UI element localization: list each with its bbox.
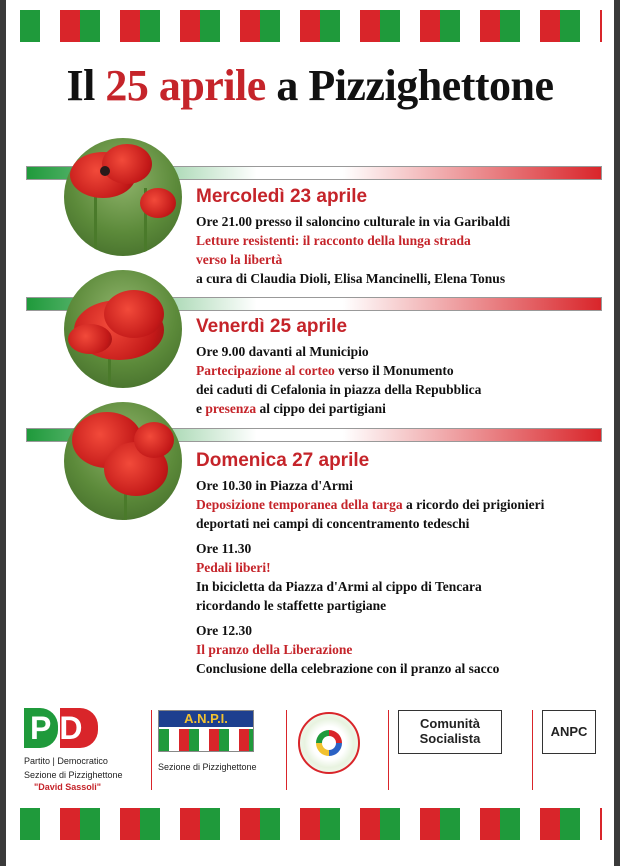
event-mercoledi: Mercoledì 23 aprile Ore 21.00 presso il saloncino culturale in via Garibaldi Letture resistenti: il racconto della lunga strada verso la libertà a cura di Claudia Dioli, Elisa Mancinelli, Elena Tonus <box>196 186 606 288</box>
event-domenica: Domenica 27 aprile Ore 10.30 in Piazza d'Armi Deposizione temporanea della targa a ricordo dei prigionieri deportati nei campi di concentramento tedeschi Ore 11.30 Pedali liberi! In bicicletta da Piazza d'Armi al cippo di Tencara ricordando le staffette partigiane Ore 12.30 Il pranzo della Liberazione Conclusione della celebrazione con il pranzo al sacco <box>196 450 606 678</box>
anpc-logo: ANPC <box>542 710 596 754</box>
poppy-image-1 <box>64 138 182 256</box>
comunita-socialista-logo: Comunità Socialista <box>398 710 502 754</box>
poppy-image-3 <box>64 402 182 520</box>
poster <box>6 0 614 866</box>
event-day: Domenica 27 aprile <box>196 450 370 471</box>
sponsor-logos <box>6 700 614 800</box>
pd-logo: PD Partito | Democratico Sezione di Pizzighettone "David Sassoli" <box>24 710 123 792</box>
tricolor-band-top <box>20 10 602 42</box>
anpi-logo: A.N.P.I. Sezione di Pizzighettone <box>158 711 257 772</box>
event-venerdi: Venerdì 25 aprile Ore 9.00 davanti al Municipio Partecipazione al corteo verso il Monumento dei caduti di Cefalonia in piazza della Repubblica e presenza al cippo dei partigiani <box>196 316 606 418</box>
title-highlight: 25 aprile <box>105 61 266 110</box>
event-day: Mercoledì 23 aprile <box>196 186 368 207</box>
poppy-image-2 <box>64 270 182 388</box>
pd-letters: PD <box>30 710 91 746</box>
tricolor-band-bottom <box>20 808 602 840</box>
poster-title: Il 25 aprile a Pizzighettone <box>66 61 554 110</box>
round-logo <box>298 712 360 774</box>
event-day: Venerdì 25 aprile <box>196 316 348 337</box>
